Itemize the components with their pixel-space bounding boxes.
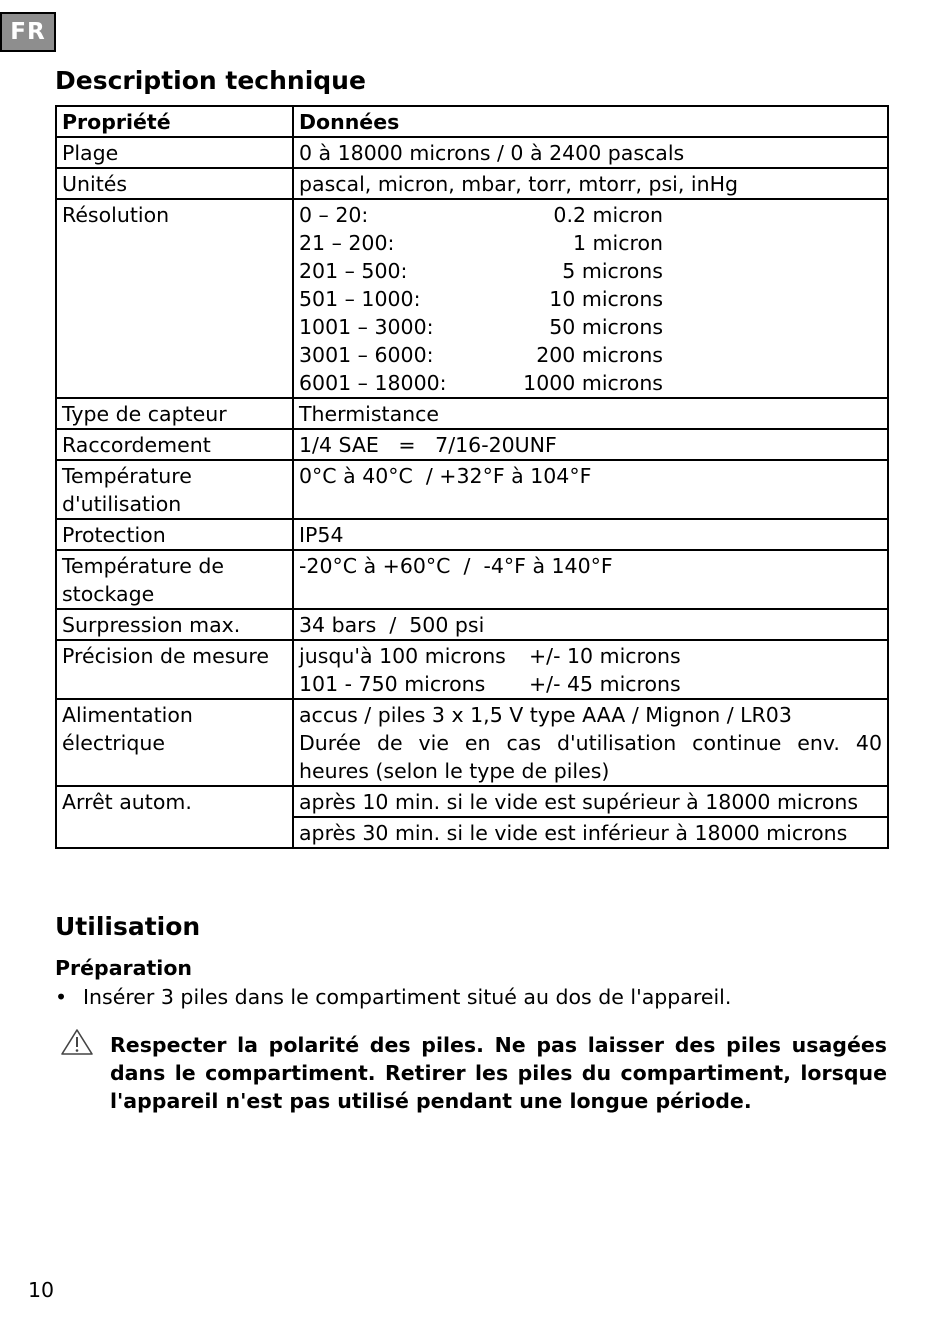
table-row [56,699,888,786]
subsection-title: Préparation [55,956,192,980]
list-item [55,985,731,1009]
row-label: Arrêt autom. [56,786,293,848]
resolution-range: 21 – 200: [299,231,395,255]
page-number: 10 [28,1278,55,1302]
row-value: Thermistance [293,398,888,429]
row-label: Type de capteur [56,398,293,429]
alimentation-values [293,699,888,786]
precision-value: +/- 45 microns [529,672,681,696]
row-value: pascal, micron, mbar, torr, mtorr, psi, inHg [293,168,888,199]
row-label: Alimentation électrique [56,699,293,786]
precision-values [293,640,888,699]
row-label: Température d'utilisation [56,460,293,519]
header-data: Données [293,106,888,137]
language-tag: FR [0,12,56,52]
precision-line [299,670,882,698]
table-row [56,460,888,519]
resolution-line [299,313,882,341]
alimentation-line: Durée de vie en cas d'utilisation continue env. 40 heures (selon le type de piles) [299,731,882,783]
precision-line [299,642,882,670]
resolution-range: 201 – 500: [299,259,408,283]
table-row [56,137,888,168]
resolution-range: 6001 – 18000: [299,371,447,395]
warning-triangle-icon [60,1028,94,1056]
resolution-range: 501 – 1000: [299,287,421,311]
row-value: 1/4 SAE = 7/16-20UNF [293,429,888,460]
table-row [56,640,888,699]
table-row [56,429,888,460]
spec-table [55,105,889,849]
resolution-value: 50 microns [549,315,663,339]
table-row [56,519,888,550]
table-row [56,199,888,398]
row-value: -20°C à +60°C / -4°F à 140°F [293,550,888,609]
row-value: 0°C à 40°C / +32°F à 104°F [293,460,888,519]
table-header-row [56,106,888,137]
row-label: Température de stockage [56,550,293,609]
row-label: Raccordement [56,429,293,460]
table-row [56,786,888,817]
row-label: Plage [56,137,293,168]
header-property: Propriété [56,106,293,137]
row-label: Unités [56,168,293,199]
resolution-value: 1000 microns [523,371,663,395]
row-label: Protection [56,519,293,550]
resolution-value: 0.2 micron [553,203,663,227]
row-value: après 10 min. si le vide est supérieur à 18000 microns [293,786,888,817]
resolution-line [299,257,882,285]
section-title-utilisation: Utilisation [55,912,201,941]
resolution-line [299,201,882,229]
row-label: Résolution [56,199,293,398]
resolution-values [293,199,888,398]
resolution-value: 5 microns [562,259,663,283]
bullet-text: Insérer 3 piles dans le compartiment situé au dos de l'appareil. [83,985,732,1009]
precision-range: 101 - 750 microns [299,672,486,696]
resolution-value: 10 microns [549,287,663,311]
warning-text: Respecter la polarité des piles. Ne pas laisser des piles usagées dans le compartiment. Retirer les piles du compartiment, lorsque l'appareil n'est pas utilisé pendant une longue période. [110,1033,887,1113]
table-row [56,398,888,429]
table-row [56,609,888,640]
row-value: après 30 min. si le vide est inférieur à 18000 microns [293,817,888,848]
table-row [56,168,888,199]
table-row [56,550,888,609]
resolution-value: 1 micron [572,231,663,255]
resolution-range: 3001 – 6000: [299,343,434,367]
row-value: 0 à 18000 microns / 0 à 2400 pascals [293,137,888,168]
row-label: Surpression max. [56,609,293,640]
resolution-line [299,285,882,313]
resolution-line [299,369,882,397]
resolution-value: 200 microns [536,343,663,367]
resolution-line [299,229,882,257]
resolution-range: 0 – 20: [299,203,369,227]
row-value: 34 bars / 500 psi [293,609,888,640]
resolution-line [299,341,882,369]
row-value: IP54 [293,519,888,550]
bullet-dot: • [55,985,68,1009]
precision-range: jusqu'à 100 microns [299,644,506,668]
section-title-description: Description technique [55,66,366,95]
row-label: Précision de mesure [56,640,293,699]
resolution-range: 1001 – 3000: [299,315,434,339]
precision-value: +/- 10 microns [529,644,681,668]
alimentation-line: accus / piles 3 x 1,5 V type AAA / Mignon / LR03 [299,703,792,727]
